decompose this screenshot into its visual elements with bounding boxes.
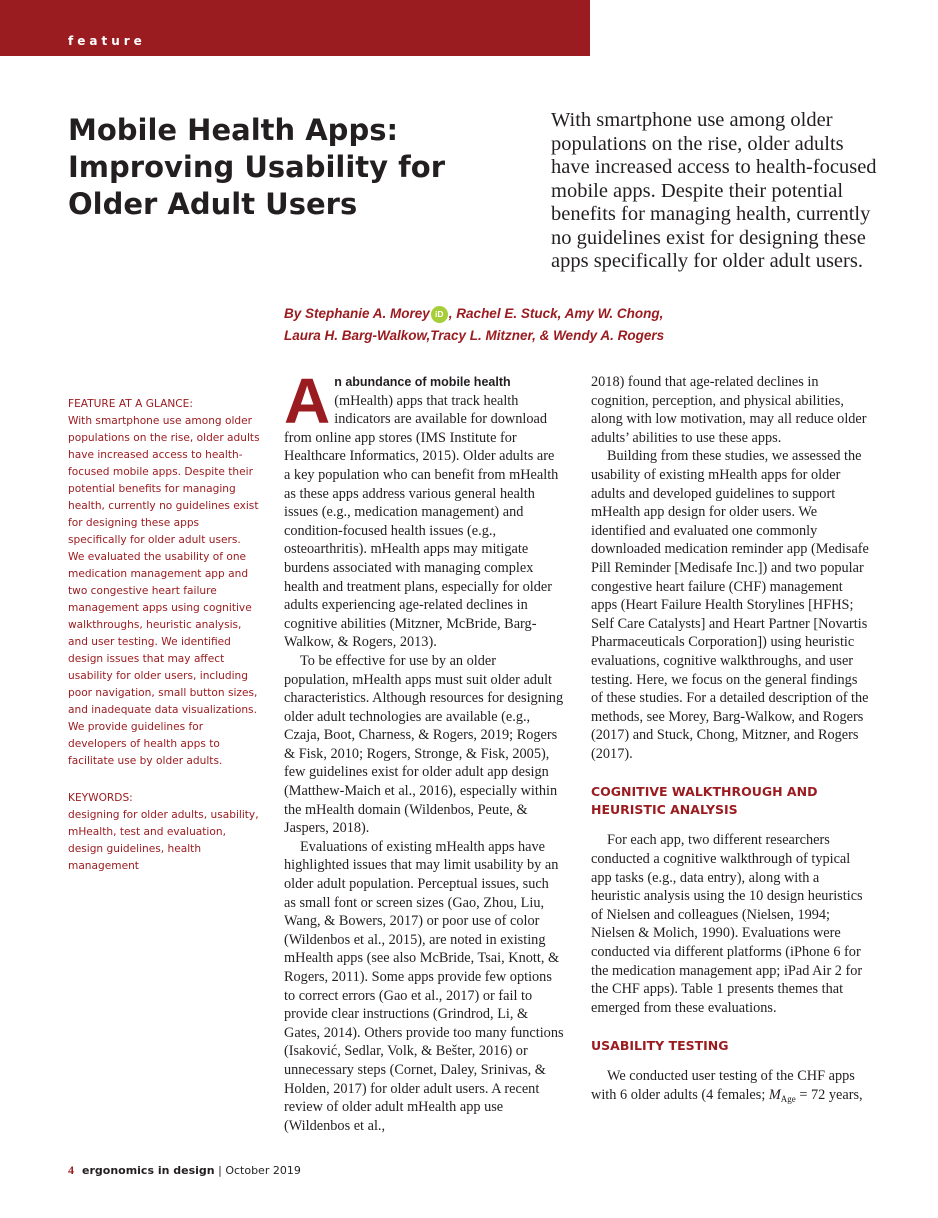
footer-separator: | xyxy=(214,1164,226,1177)
mean-symbol: M xyxy=(768,1087,781,1103)
glance-heading: FEATURE AT A GLANCE: xyxy=(68,398,193,410)
keywords-text: designing for older adults, usability, mHealth, test and evaluation, design guidelines, health management xyxy=(68,809,259,872)
byline-first-author: By Stephanie A. Morey xyxy=(284,306,430,321)
paragraph-5: For each app, two different researchers conducted a cognitive walkthrough of typical app tasks (e.g., data entry), along with a heuristic analysis using the 10 design heuristics of Nielsen and colleagues (Nielsen, 1994; Nielsen & Molich, 1990). Evaluations were conducted via different platforms (iPhone 6 for the medication management app; iPad Air 2 for the CHF apps). Table 1 presents themes that emerged from these evaluations. xyxy=(591,832,863,1016)
orcid-icon[interactable]: iD xyxy=(431,306,448,323)
section-heading-walkthrough: COGNITIVE WALKTHROUGH AND HEURISTIC ANALYSIS xyxy=(591,784,818,818)
page-footer xyxy=(68,1163,301,1178)
section-heading-usability: USABILITY TESTING xyxy=(591,1038,729,1054)
byline xyxy=(284,303,904,347)
glance-text: With smartphone use among older populations on the rise, older adults have increased access to health-focused mobile apps. Despite their potential benefits for managing health, currently no guidelines exist for designing these apps specifically for older adult users. We evaluated the usability of one medication management app and two congestive heart failure management apps using cognitive walkthroughs, heuristic analysis, and user testing. We identified design issues that may affect usability for older users, including poor navigation, small button sizes, and inadequate data visualizations. We provide guidelines for developers of health apps to facilitate use by older adults. xyxy=(68,415,260,767)
sidebar xyxy=(68,396,260,875)
issue-date: October 2019 xyxy=(225,1164,301,1177)
feature-banner xyxy=(0,0,590,56)
paragraph-6 xyxy=(591,1067,871,1108)
lead-in: n abundance of mobile health xyxy=(334,375,511,389)
byline-coauthors: , Rachel E. Stuck, Amy W. Chong, xyxy=(448,306,664,321)
paragraph-6-end: = 72 years, xyxy=(795,1087,863,1103)
paragraph-4: Building from these studies, we assessed the usability of existing mHealth apps for older adults and developed guidelines to support mHealth app design for older users. We identified and evaluated one commonly downloaded medication reminder app (Medisafe Pill Reminder [Medisafe Inc.]) and two popular congestive heart failure (CHF) management apps (Heart Failure Health Storylines [HFHS; Self Care Catalysts] and Heart Partner [Novartis Pharmaceuticals Corporation]) using heuristic evaluations, cognitive walkthroughs, and user testing. Here, we focus on the general findings of these studies. For a detailed description of the methods, see Morey, Barg-Walkow, and Rogers (2017) and Stuck, Chong, Mitzner, and Rogers (2017). xyxy=(591,448,869,762)
paragraph-6-start: We conducted user testing of the CHF apps with 6 older adults (4 females; xyxy=(591,1068,855,1103)
paragraph-3: Evaluations of existing mHealth apps have highlighted issues that may limit usability by an older adult population. Perceptual issues, such as small font or screen sizes (Gao, Zhou, Liu, Wang, & Bowers, 2017) or poor use of color (Wildenbos et al., 2015), are noted in existing mHealth apps (see also McBride, Tsai, Knott, & Rogers, 2011). Some apps provide few options to correct errors (Gao et al., 2017) or fail to provide clear instructions (Grindrod, Li, & Gates, 2014). Others provide too many functions (Isaković, Sedlar, Volk, & Bešter, 2016) or unnecessary steps (Cornet, Daley, Srinivas, & Holden, 2017) for older adult users. A recent review of older adult mHealth app use (Wildenbos et al., xyxy=(284,838,564,1134)
paragraph-1 xyxy=(284,365,564,652)
journal-name: ergonomics in design xyxy=(82,1164,215,1177)
body-column-1 xyxy=(284,365,564,1135)
body-column-2 xyxy=(591,373,871,1109)
paragraph-3-continued: 2018) found that age-related declines in cognition, perception, and physical abilities, along with low motivation, may all reduce older adults’ abilities to use these apps. xyxy=(591,374,867,446)
mean-subscript: Age xyxy=(780,1094,796,1104)
page-number: 4 xyxy=(68,1163,74,1177)
article-dek: With smartphone use among older populations on the rise, older adults have increased access to health-focused mobile apps. Despite their potential benefits for managing health, currently no guidelines exist for designing these apps specifically for older adult users. xyxy=(551,109,877,272)
section-label: feature xyxy=(68,34,146,48)
article-title: Mobile Health Apps: Improving Usability for Older Adult Users xyxy=(68,113,445,221)
paragraph-1-text: (mHealth) apps that track health indicators are available for download from online app stores (IMS Institute for Healthcare Informatics, 2015). Older adults are a key population who can benefit from mHealth as these apps address various general health issues (e.g., medication management) and condition-focused health issues (e.g., osteoarthritis). mHealth apps may mitigate burdens associated with managing complex health and treatment plans, especially for older adults experiencing age-related declines in cognitive abilities (Mitzner, McBride, Barg-Walkow, & Rogers, 2013). xyxy=(284,392,559,651)
paragraph-2: To be effective for use by an older population, mHealth apps must suit older adult characteristics. Although resources for designing older adult technologies are available (e.g., Czaja, Boot, Charness, & Rogers, 2019; Rogers & Fisk, 2010; Rogers, Stronge, & Fisk, 2005), few guidelines exist for older adult app design (Matthew-Maich et al., 2016), especially within the mHealth domain (Wildenbos, Peute, & Jaspers, 2018). xyxy=(284,652,564,837)
keywords-heading: KEYWORDS: xyxy=(68,792,133,804)
byline-coauthors-line2: Laura H. Barg-Walkow,Tracy L. Mitzner, & Wendy A. Rogers xyxy=(284,328,665,343)
drop-cap: A xyxy=(284,365,331,437)
